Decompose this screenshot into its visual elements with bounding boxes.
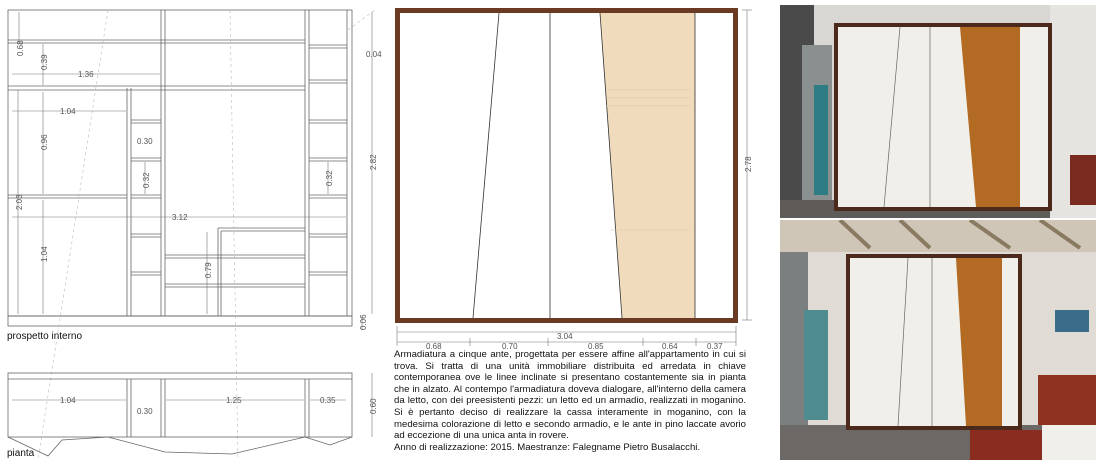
plan-dim-035: 0.35 — [320, 396, 336, 405]
plan-dim-125: 1.25 — [226, 396, 242, 405]
dim-136: 1.36 — [78, 70, 94, 79]
project-description — [394, 349, 746, 453]
plan-dim-104: 1.04 — [60, 396, 76, 405]
dim-096: 0.96 — [40, 134, 49, 150]
dim-032a: 0.32 — [142, 172, 151, 188]
dim-079: 0.79 — [204, 262, 213, 278]
dim-312: 3.12 — [172, 213, 188, 222]
dim-282: 2.82 — [369, 154, 378, 170]
dim-039: 0.39 — [40, 54, 49, 70]
front-height-label: 2.78 — [744, 156, 753, 172]
dim-068: 0.68 — [16, 40, 25, 56]
plan-caption: pianta — [7, 448, 35, 459]
plan-dim-060: 0.60 — [369, 398, 378, 414]
front-total-width: 3.04 — [557, 332, 573, 341]
front-width-2: 0.85 — [588, 342, 604, 350]
front-width-1: 0.70 — [502, 342, 518, 350]
front-width-0: 0.68 — [426, 342, 442, 350]
dim-032b: 0.32 — [325, 170, 334, 186]
wardrobe-photo-top — [780, 5, 1096, 218]
description-text: Armadiatura a cinque ante, progettata per essere affine all'appartamento in cui si trova. Si tratta di una unità immobiliare distribuita ed arredata in chiave contemporanea ove le linee inclinate si presentano costantemente sia in pianta che in alzato. Al contempo l'armadiatura doveva dialogare, all'interno della camera da letto, con dei preesistenti pezzi: un letto ed un armadio, realizzati in moganino. Si è pertanto deciso di realizzare la cassa interamente in moganino, con la medesima colorazione di letto e secondo armadio, e le ante in pino laccate avorio ad eccezione di una unica anta in rovere. — [394, 349, 746, 442]
front-elevation-drawing — [390, 0, 780, 350]
wardrobe-photo-bottom — [780, 220, 1096, 460]
interior-elevation-drawing — [0, 0, 390, 465]
dim-104a: 1.04 — [60, 107, 76, 116]
dim-104b: 1.04 — [40, 246, 49, 262]
dim-203: 2.03 — [15, 194, 24, 210]
front-width-3: 0.64 — [662, 342, 678, 350]
description-credits: Anno di realizzazione: 2015. Maestranze: Falegname Pietro Busalacchi. — [394, 441, 701, 453]
dim-030a: 0.30 — [137, 137, 153, 146]
front-width-4: 0.37 — [707, 342, 723, 350]
plan-dim-030: 0.30 — [137, 407, 153, 416]
dim-004: 0.04 — [366, 50, 382, 59]
dim-006: 0.06 — [359, 314, 368, 330]
elevation-caption: prospetto interno — [7, 331, 83, 342]
